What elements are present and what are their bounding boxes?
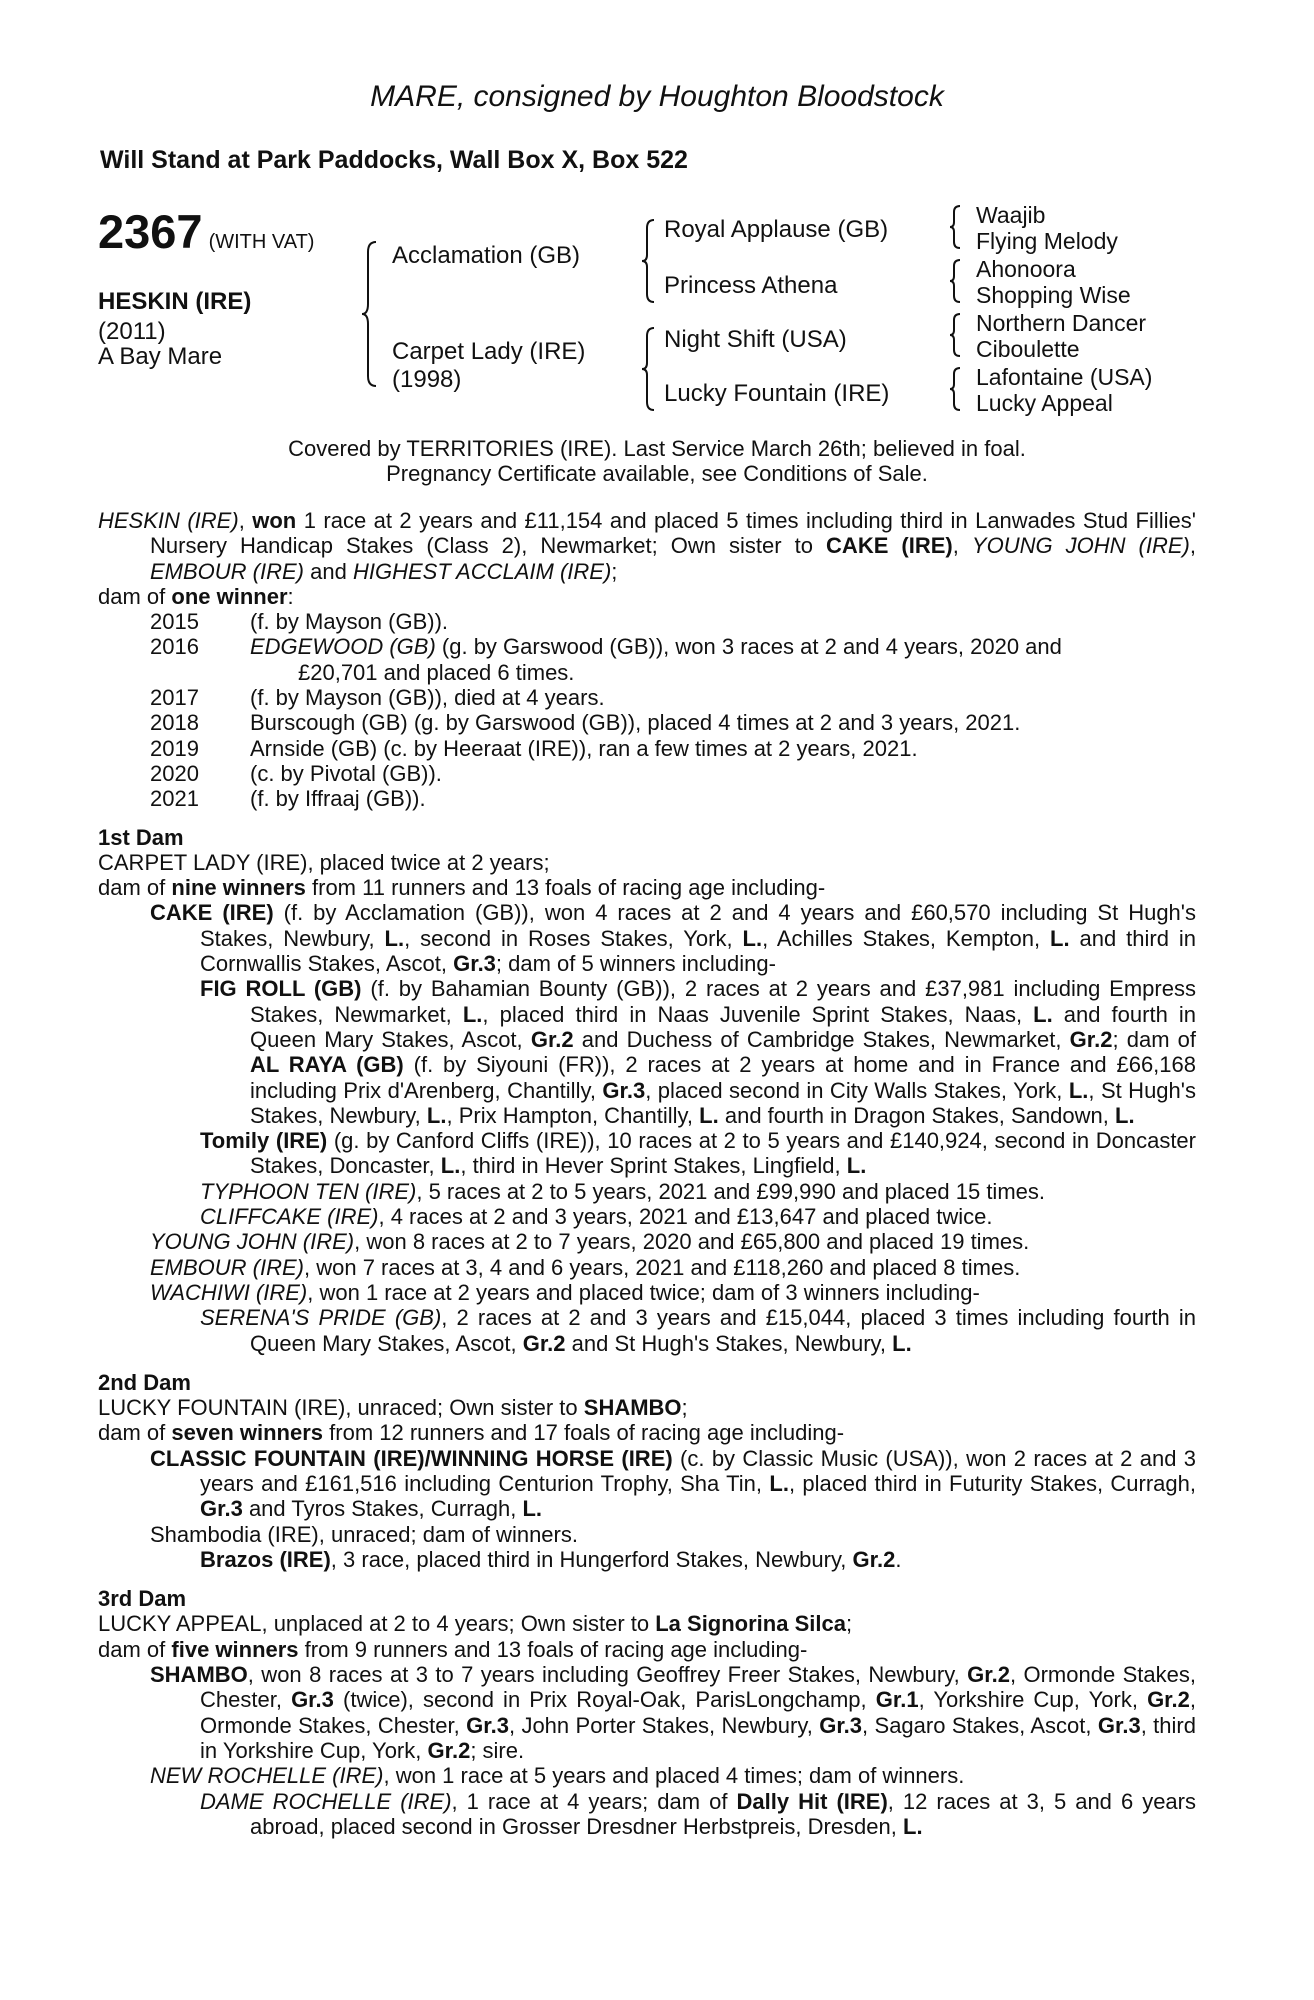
foal-year: 2016 <box>150 634 199 660</box>
entry-text: , 1 race at 4 years; dam of <box>451 1788 728 1814</box>
foal-text: (f. by Iffraaj (GB)). <box>250 786 426 812</box>
dam-of-tail: from 12 runners and 17 foals of racing age including- <box>329 1420 845 1446</box>
sibling-embour: EMBOUR (IRE) <box>150 558 304 584</box>
winners-count: five winners <box>171 1636 299 1662</box>
entry-text: , won 7 races at 3, 4 and 6 years, 2021 and £118,260 and placed 8 times. <box>304 1254 1021 1280</box>
dam-of-line <box>98 584 1196 609</box>
sibling-shambo: SHAMBO <box>583 1395 682 1421</box>
group-2: Gr.2 <box>852 1546 896 1572</box>
entry-wachiwi <box>98 1280 1196 1305</box>
listed: L. <box>1050 925 1070 951</box>
entry-brazos: Brazos (IRE), 3 race, placed third in Hungerford Stakes, Newbury, Gr.2. <box>200 1546 902 1572</box>
foal-text <box>250 634 1196 685</box>
entry-text: and fourth in Dragon Stakes, Sandown, <box>724 1102 1109 1128</box>
second-dam-produce <box>98 1420 1196 1445</box>
lot-number: 2367 <box>98 205 203 258</box>
foal-row <box>98 736 1196 761</box>
entry-text: , won 8 races at 3 to 7 years including Geoffrey Freer Stakes, Newbury, <box>247 1662 960 1688</box>
listed: L. <box>846 1153 867 1179</box>
listed: L. <box>1115 1102 1135 1128</box>
foal-detail: (g. by Garswood (GB)), won 3 races at 2 and 4 years, 2020 and <box>441 634 1062 660</box>
group-3: Gr.3 <box>200 1496 243 1522</box>
foal-text: (c. by Pivotal (GB)). <box>250 760 442 786</box>
entry-text: and St Hugh's Stakes, Newbury, <box>571 1330 887 1356</box>
foal-year: 2019 <box>150 735 199 761</box>
entry-name: SHAMBO <box>150 1662 248 1688</box>
foal-year: 2018 <box>150 710 199 736</box>
dam-of-tail: from 11 runners and 13 foals of racing age including- <box>312 875 826 901</box>
group-2: Gr.2 <box>530 1026 574 1052</box>
sep: ; <box>845 1611 853 1637</box>
entry-text: and Duchess of Cambridge Stakes, Newmarket, <box>581 1026 1062 1052</box>
entry-classic-fountain <box>98 1446 1196 1522</box>
entry-text: (f. by Acclamation (GB)), won 4 races at 2 and 4 years and £60,570 including St Hugh's Stakes, Newbury, <box>200 900 1196 951</box>
listed: L. <box>892 1330 912 1356</box>
dam-of-tail: from 9 runners and 13 foals of racing age including- <box>304 1636 808 1662</box>
entry-text: (g. by Canford Cliffs (IRE)), 10 races at 2 to 5 years and £140,924, second in Doncaster Stakes, Doncaster, <box>250 1128 1196 1179</box>
foal-text: Arnside (GB) (c. by Heeraat (IRE)), ran a few times at 2 years, 2021. <box>250 735 918 761</box>
g3-brace-4 <box>950 366 964 412</box>
foal-row <box>98 710 1196 735</box>
horse-name: HESKIN (IRE) <box>98 288 252 315</box>
group-2: Gr.2 <box>522 1330 566 1356</box>
listed: L. <box>384 925 405 951</box>
entry-text: , 5 races at 2 to 5 years, 2021 and £99,990 and placed 15 times. <box>416 1178 1045 1204</box>
group-2: Gr.2 <box>967 1662 1010 1688</box>
entry-text: , won 1 race at 2 years and placed twice; dam of 3 winners including- <box>307 1279 980 1305</box>
foal-year: 2017 <box>150 685 199 711</box>
covered-line-2: Pregnancy Certificate available, see Conditions of Sale. <box>386 461 928 486</box>
pedigree-sire: Acclamation (GB) <box>392 242 581 269</box>
pedigree-dam-year: (1998) <box>392 366 462 393</box>
entry-text: ; sire. <box>470 1737 525 1763</box>
mare-record: HESKIN (IRE), won 1 race at 2 years and £11,154 and placed 5 times including third in Lanwades Stud Fillies' Nursery Handicap Stakes (Class 2), Newmarket; Own sister to CAKE (IRE), YOUNG JOHN (IRE), EMBOUR (IRE) and HIGHEST ACCLAIM (IRE); <box>98 508 1196 584</box>
entry-text: , third in Hever Sprint Stakes, Lingfield, <box>460 1153 841 1179</box>
entry-name: FIG ROLL (GB) <box>200 976 362 1002</box>
covered-note <box>0 436 1314 486</box>
sibling-cake: CAKE (IRE) <box>826 533 953 559</box>
sep: ; <box>611 558 618 584</box>
mare-name: HESKIN (IRE) <box>98 508 239 533</box>
foal-row <box>98 761 1196 786</box>
pedigree-dam: Carpet Lady (IRE) <box>392 338 586 365</box>
third-dam-intro <box>98 1611 1196 1636</box>
foal-text: (f. by Mayson (GB)). <box>250 609 449 635</box>
second-dam-heading: 2nd Dam <box>98 1369 191 1395</box>
sep: , <box>952 533 959 559</box>
intro-text: LUCKY APPEAL, unplaced at 2 to 4 years; Own sister to <box>98 1611 650 1637</box>
entry-text: , John Porter Stakes, Newbury, <box>508 1712 813 1738</box>
foal-text: (f. by Mayson (GB)), died at 4 years. <box>250 685 605 711</box>
group-3: Gr.3 <box>466 1712 509 1738</box>
listed: L. <box>1068 1077 1089 1103</box>
entry-text: , 3 race, placed third in Hungerford Stakes, Newbury, <box>330 1546 847 1572</box>
listed: L. <box>522 1496 543 1522</box>
foal-year: 2015 <box>150 609 199 635</box>
group-2: Gr.2 <box>1147 1687 1190 1713</box>
entry-name: CLIFFCAKE (IRE) <box>200 1204 379 1230</box>
winners-count: nine winners <box>171 875 306 901</box>
entry-text: (f. by Bahamian Bounty (GB)), 2 races at 2 years and £37,981 including Empress Stakes, Newmarket, <box>250 976 1196 1027</box>
entry-text: ; dam of <box>1112 1026 1197 1052</box>
entry-serenas-pride <box>98 1305 1196 1356</box>
second-dam-intro <box>98 1395 1196 1420</box>
foal-year: 2020 <box>150 760 199 786</box>
third-dam-heading: 3rd Dam <box>98 1586 187 1612</box>
entry-name: Tomily (IRE) <box>200 1128 328 1154</box>
foal-row <box>98 786 1196 811</box>
intro-text: LUCKY FOUNTAIN (IRE), unraced; Own sister to <box>98 1395 578 1421</box>
foal-row <box>98 609 1196 634</box>
pedigree-g3-5: Northern Dancer <box>976 310 1147 336</box>
entry-text: , Prix Hampton, Chantilly, <box>446 1102 694 1128</box>
sibling-young-john: YOUNG JOHN (IRE) <box>971 533 1190 559</box>
lot-header <box>98 204 314 259</box>
entry-shambo <box>98 1662 1196 1763</box>
entry-name: AL RAYA (GB) <box>250 1052 404 1078</box>
entry-text: and third in Cornwallis Stakes, Ascot, <box>200 925 1196 977</box>
entry-text: , won 8 races at 2 to 7 years, 2020 and £65,800 and placed 19 times. <box>354 1229 1030 1255</box>
sep: : <box>287 583 294 609</box>
dam-brace <box>642 326 658 412</box>
entry-name: DAME ROCHELLE (IRE) <box>200 1788 452 1814</box>
entry-text: , 4 races at 2 and 3 years, 2021 and £13,647 and placed twice. <box>378 1204 993 1230</box>
group-2: Gr.2 <box>1069 1026 1113 1052</box>
entry-text: , St Hugh's Stakes, Newbury, <box>250 1077 1196 1128</box>
entry-new-rochelle <box>98 1763 1196 1788</box>
entry-cliffcake <box>98 1204 1196 1229</box>
entry-text: , placed third in Naas Juvenile Sprint Stakes, Naas, <box>482 1001 1023 1027</box>
entry-text: , Ormonde Stakes, Chester, <box>200 1687 1196 1738</box>
entry-name: CLASSIC FOUNTAIN (IRE)/WINNING HORSE (IRE) <box>150 1445 673 1471</box>
entry-tomily <box>98 1128 1196 1179</box>
foal-name: EDGEWOOD (GB) <box>250 634 436 660</box>
pedigree-g3-7: Lafontaine (USA) <box>976 364 1153 390</box>
pedigree-g3-6: Ciboulette <box>976 336 1080 362</box>
first-dam-intro: CARPET LADY (IRE), placed twice at 2 years; <box>98 849 550 875</box>
consignor-title: MARE, consigned by Houghton Bloodstock <box>370 80 944 113</box>
group-3: Gr.3 <box>453 951 496 977</box>
sep: ; <box>681 1395 688 1421</box>
foal-cont: £20,701 and placed 6 times. <box>298 659 575 685</box>
covered-line-1: Covered by TERRITORIES (IRE). Last Service March 26th; believed in foal. <box>288 436 1026 461</box>
group-1: Gr.1 <box>875 1687 919 1713</box>
entry-text: ; dam of 5 winners including- <box>495 951 776 977</box>
listed: L. <box>699 1102 719 1128</box>
sibling-highest-acclaim: HIGHEST ACCLAIM (IRE) <box>352 558 612 584</box>
entry-text: , 12 races at 3, 5 and 6 years abroad, placed second in Grosser Dresdner Herbstpreis, Dresden, <box>250 1788 1196 1839</box>
entry-text: and Tyros Stakes, Curragh, <box>248 1496 517 1522</box>
pedigree-g3-3: Ahonoora <box>976 256 1076 282</box>
group-3: Gr.3 <box>819 1712 863 1738</box>
sire-dam-brace <box>362 240 382 388</box>
listed: L. <box>1033 1001 1053 1027</box>
dam-of: dam of <box>98 1420 166 1446</box>
entry-cake <box>98 900 1196 976</box>
horse-year: (2011) <box>98 318 166 345</box>
sep: , <box>1189 533 1196 559</box>
first-dam-heading: 1st Dam <box>98 824 184 850</box>
entry-shambodia: Shambodia (IRE), unraced; dam of winners. <box>150 1521 578 1547</box>
foal-text: Burscough (GB) (g. by Garswood (GB)), placed 4 times at 2 and 3 years, 2021. <box>250 710 1021 736</box>
entry-text: , Sagaro Stakes, Ascot, <box>862 1712 1092 1738</box>
entry-text: (twice), second in Prix Royal-Oak, ParisLongchamp, <box>343 1687 867 1713</box>
dam-of: dam of <box>98 1636 166 1662</box>
entry-name: TYPHOON TEN (IRE) <box>200 1178 417 1204</box>
entry-text: , Ormonde Stakes, Chester, <box>200 1662 1196 1713</box>
pedigree-sire-dam: Princess Athena <box>664 272 838 299</box>
foal-row <box>98 685 1196 710</box>
pedigree-g3-4: Shopping Wise <box>976 282 1131 308</box>
entry-text: , Yorkshire Cup, York, <box>918 1687 1138 1713</box>
dam-of: dam of <box>98 875 166 901</box>
entry-name: WACHIWI (IRE) <box>150 1279 308 1305</box>
entry-text: (c. by Classic Music (USA)), won 2 races at 2 and 3 years and £161,516 including Centurion Trophy, Sha Tin, <box>200 1445 1197 1496</box>
group-2: Gr.2 <box>427 1737 471 1763</box>
stand-location: Will Stand at Park Paddocks, Wall Box X, Box 522 <box>100 146 688 174</box>
catalogue-body <box>98 508 1196 1839</box>
g3-brace-3 <box>950 312 964 358</box>
entry-text: , third in Yorkshire Cup, York, <box>200 1712 1196 1763</box>
pedigree-g3-2: Flying Melody <box>976 228 1118 254</box>
entry-text: , placed third in Futurity Stakes, Curragh, <box>788 1470 1196 1496</box>
foal-year: 2021 <box>150 786 199 812</box>
dam-of: dam of <box>98 583 166 609</box>
won-label: won <box>252 508 297 533</box>
entry-text: , Achilles Stakes, Kempton, <box>762 925 1041 951</box>
listed: L. <box>462 1001 483 1027</box>
entry-name: NEW ROCHELLE (IRE) <box>150 1763 384 1789</box>
vat-note: (WITH VAT) <box>208 231 315 253</box>
sibling-silca: La Signorina Silca <box>655 1611 846 1637</box>
first-dam-produce <box>98 875 1196 900</box>
pedigree-dam-sire: Night Shift (USA) <box>664 326 847 353</box>
group-3: Gr.3 <box>602 1077 646 1103</box>
third-dam-produce <box>98 1637 1196 1662</box>
g3-brace-1 <box>950 204 964 250</box>
entry-text: , second in Roses Stakes, York, <box>404 925 733 951</box>
listed: L. <box>426 1102 447 1128</box>
horse-description: A Bay Mare <box>98 343 223 370</box>
entry-typhoon <box>98 1179 1196 1204</box>
listed: L. <box>903 1813 923 1839</box>
entry-embour <box>98 1255 1196 1280</box>
listed: L. <box>742 925 763 951</box>
group-3: Gr.3 <box>291 1687 334 1713</box>
entry-text: , 2 races at 2 and 3 years and £15,044, placed 3 times including fourth in Queen Mary Stakes, Ascot, <box>250 1305 1196 1356</box>
group-3: Gr.3 <box>1097 1712 1141 1738</box>
g3-brace-2 <box>950 258 964 304</box>
entry-fig-roll <box>98 976 1196 1128</box>
entry-text: , placed second in City Walls Stakes, York, <box>645 1077 1063 1103</box>
and: and <box>310 558 347 584</box>
pedigree-sire-sire: Royal Applause (GB) <box>664 216 889 243</box>
entry-young-john <box>98 1229 1196 1254</box>
listed: L. <box>440 1153 461 1179</box>
entry-name: SERENA'S PRIDE (GB) <box>200 1305 442 1331</box>
entry-text: and fourth in Queen Mary Stakes, Ascot, <box>250 1001 1196 1052</box>
listed: L. <box>769 1470 789 1496</box>
entry-name: CAKE (IRE) <box>150 900 274 926</box>
mare-text: 1 race at 2 years and £11,154 and placed 5 times including third in Lanwades Stud Fillies' Nursery Handicap Stakes (Class 2), Newmarket; Own sister to <box>150 508 1196 559</box>
winners-count: seven winners <box>171 1420 324 1446</box>
entry-text: , won 1 race at 5 years and placed 4 times; dam of winners. <box>383 1763 965 1789</box>
sire-brace <box>642 218 658 304</box>
entry-dame-rochelle <box>98 1789 1196 1840</box>
entry-name: Dally Hit (IRE) <box>736 1788 888 1814</box>
pedigree-g3-8: Lucky Appeal <box>976 390 1113 416</box>
pedigree-g3-1: Waajib <box>976 202 1046 228</box>
entry-name: EMBOUR (IRE) <box>150 1254 304 1280</box>
entry-text: (f. by Siyouni (FR)), 2 races at 2 years at home and in France and £66,168 including Prix d'Arenberg, Chantilly, <box>250 1052 1196 1103</box>
pedigree-dam-dam: Lucky Fountain (IRE) <box>664 380 890 407</box>
entry-name: YOUNG JOHN (IRE) <box>150 1229 355 1255</box>
foal-row <box>98 634 1196 685</box>
winners-count: one winner <box>171 583 288 609</box>
entry-name: Brazos (IRE) <box>200 1546 331 1572</box>
